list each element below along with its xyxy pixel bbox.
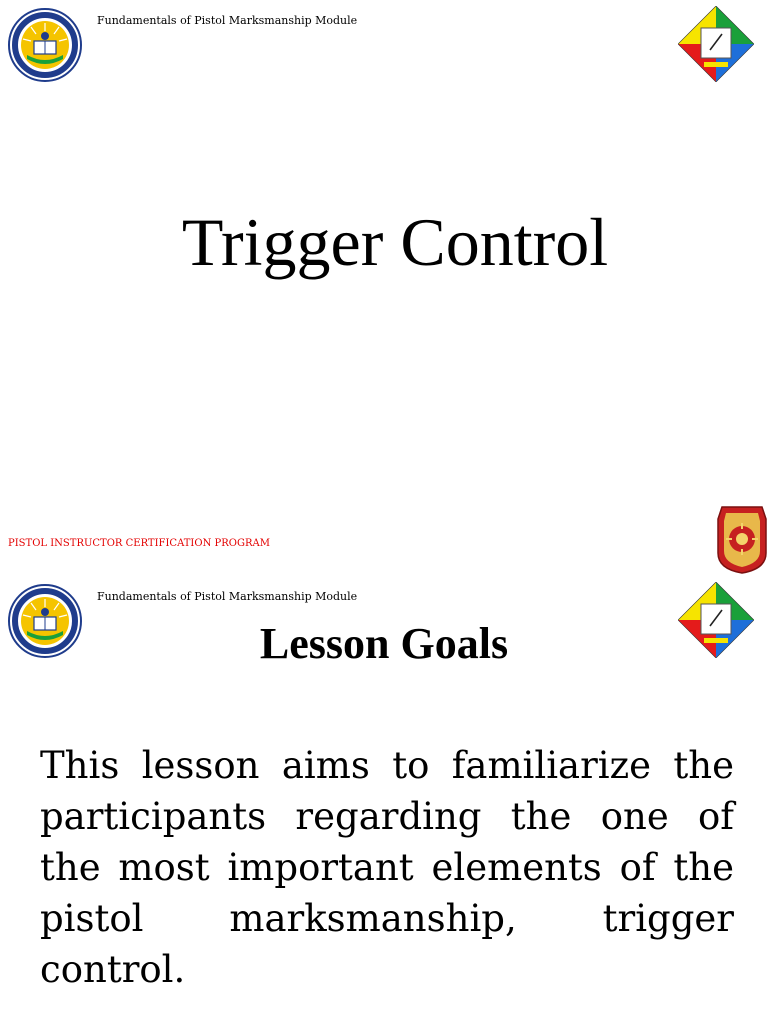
- program-footer: PISTOL INSTRUCTOR CERTIFICATION PROGRAM: [8, 538, 270, 549]
- diamond-emblem-icon: [678, 6, 754, 82]
- slide-title-heading: Trigger Control: [181, 204, 609, 280]
- module-header: Fundamentals of Pistol Marksmanship Module: [97, 14, 358, 27]
- lesson-goals-heading: Lesson Goals: [259, 619, 509, 668]
- slide-lesson-goals: [0, 576, 768, 1024]
- pnp-badge-icon: [714, 503, 768, 575]
- module-header: Fundamentals of Pistol Marksmanship Module: [97, 590, 358, 603]
- lesson-goals-body: This lesson aims to familiarize the participants regarding the one of the most important elements of the pistol marksmanship, trigger control.: [40, 744, 734, 991]
- directorate-seal-icon: [7, 7, 83, 83]
